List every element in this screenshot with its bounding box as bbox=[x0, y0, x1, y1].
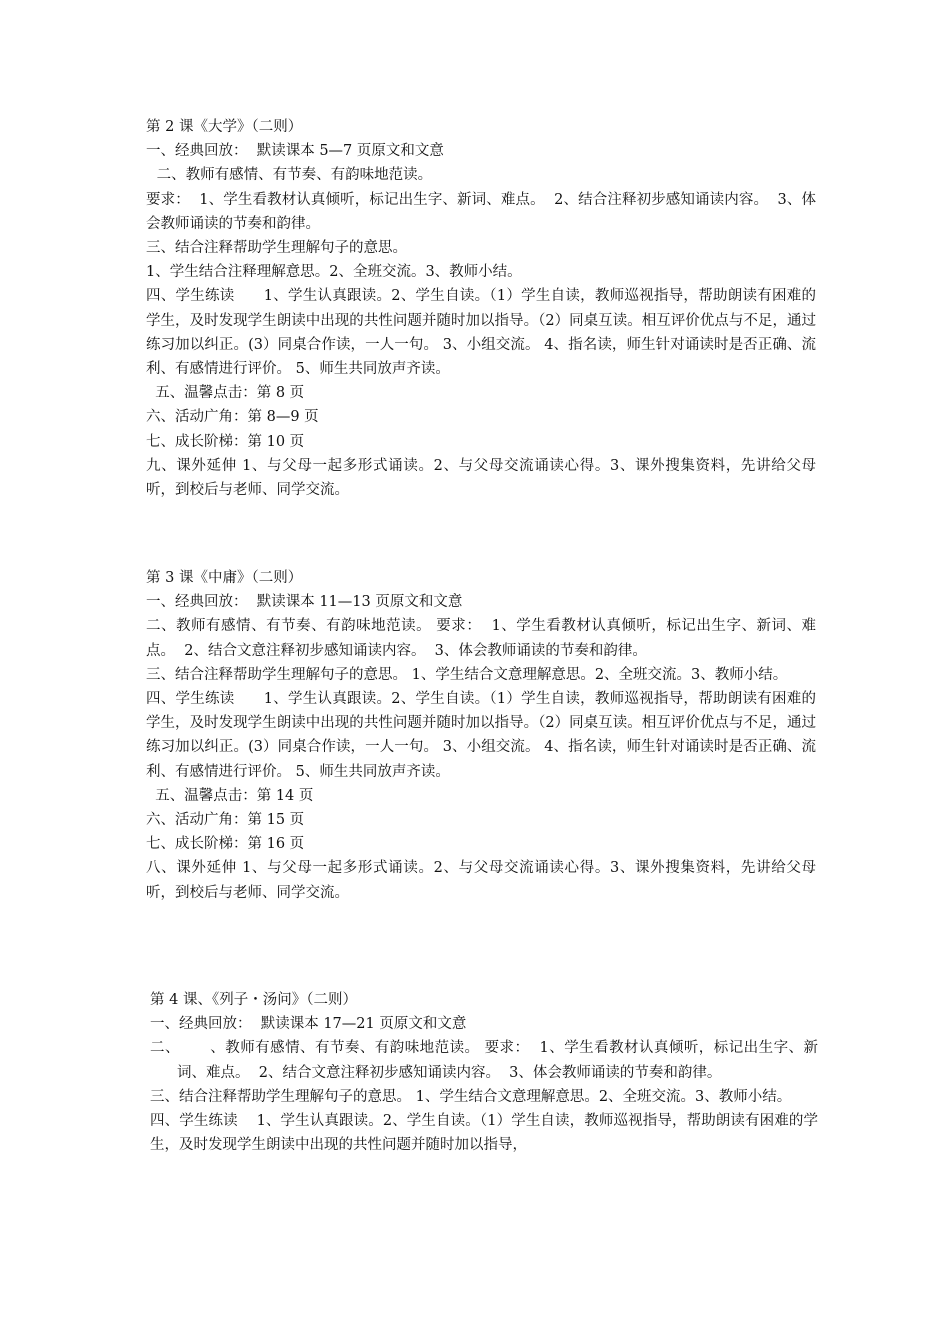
lesson-3-step-3: 三、结合注释帮助学生理解句子的意思。 1、学生结合文意理解意思。2、全班交流。3、教师小结。 bbox=[146, 666, 788, 683]
lesson-3-step-4: 四、学生练读 1、学生认真跟读。2、学生自读。（1）学生自读，教师巡视指导，帮助朗读有困难的学生，及时发现学生朗读中出现的共性问题并随时加以指导。（2）同桌互读。相互评价优点与不足，通过练习加以纠正。(3）同桌合作读，一人一句。 3、小组交流。 4、指名读，师生针对诵读时是否正确、流利、有感情进行评价。 5、师生共同放声齐读。 bbox=[146, 691, 816, 780]
lesson-4-step-4: 四、学生练读 1、学生认真跟读。2、学生自读。（1）学生自读，教师巡视指导，帮助朗读有困难的学生，及时发现学生朗读中出现的共性问题并随时加以指导， bbox=[150, 1113, 818, 1154]
lesson-4-step-2: 二、 、教师有感情、有节奏、有韵味地范读。 要求： 1、学生看教材认真倾听，标记出生字、新词、难点。 2、结合文意注释初步感知诵读内容。 3、体会教师诵读的节奏和韵律。 bbox=[150, 1040, 818, 1081]
lesson-2-section bbox=[146, 115, 816, 502]
lesson-4-title: 第 4 课、《列子・汤问》（二则） bbox=[150, 992, 357, 1008]
lesson-3-step-5: 五、温馨点击：第 14 页 bbox=[146, 787, 314, 804]
lesson-2-step-7: 七、成长阶梯：第 10 页 bbox=[146, 433, 305, 450]
lesson-3-step-7: 七、成长阶梯：第 16 页 bbox=[146, 836, 305, 853]
lesson-2-title: 第 2 课《大学》（二则） bbox=[146, 119, 303, 135]
lesson-2-step-4: 四、学生练读 1、学生认真跟读。2、学生自读。（1）学生自读，教师巡视指导，帮助朗读有困难的学生，及时发现学生朗读中出现的共性问题并随时加以指导。（2）同桌互读。相互评价优点与不足，通过练习加以纠正。(3）同桌合作读，一人一句。 3、小组交流。 4、指名读，师生针对诵读时是否正确、流利、有感情进行评价。 5、师生共同放声齐读。 bbox=[146, 288, 816, 378]
lesson-3-step-2: 二、教师有感情、有节奏、有韵味地范读。 要求： 1、学生看教材认真倾听，标记出生字、新词、难点。 2、结合文意注释初步感知诵读内容。 3、体会教师诵读的节奏和韵律。 bbox=[146, 618, 816, 659]
lesson-3-step-8: 八、课外延伸 1、与父母一起多形式诵读。2、与父母交流诵读心得。3、课外搜集资料，先讲给父母听，到校后与老师、同学交流。 bbox=[146, 860, 816, 901]
lesson-2-step-3: 三、结合注释帮助学生理解句子的意思。 bbox=[146, 240, 407, 257]
lesson-2-step-3-detail: 1、学生结合注释理解意思。2、全班交流。3、教师小结。 bbox=[146, 264, 522, 281]
lesson-3-step-6: 六、活动广角：第 15 页 bbox=[146, 812, 305, 829]
lesson-4-section bbox=[150, 988, 818, 1157]
lesson-2-step-9: 九、课外延伸 1、与父母一起多形式诵读。2、与父母交流诵读心得。3、课外搜集资料，先讲给父母听，到校后与老师、同学交流。 bbox=[146, 457, 816, 499]
lesson-3-title: 第 3 课《中庸》（二则） bbox=[146, 570, 303, 586]
lesson-2-step-1: 一、经典回放： 默读课本 5—7 页原文和文意 bbox=[146, 143, 444, 160]
lesson-4-step-3: 三、结合注释帮助学生理解句子的意思。 1、学生结合文意理解意思。2、全班交流。3、教师小结。 bbox=[150, 1088, 792, 1105]
lesson-4-step-1: 一、经典回放： 默读课本 17—21 页原文和文意 bbox=[150, 1016, 467, 1033]
lesson-3-section bbox=[146, 566, 816, 905]
lesson-2-step-5: 五、温馨点击：第 8 页 bbox=[146, 385, 305, 402]
lesson-2-requirements: 要求： 1、学生看教材认真倾听，标记出生字、新词、难点。 2、结合注释初步感知诵读内容。 3、体会教师诵读的节奏和韵律。 bbox=[146, 191, 816, 232]
lesson-2-step-6: 六、活动广角：第 8—9 页 bbox=[146, 409, 319, 426]
lesson-2-step-2: 二、教师有感情、有节奏、有韵味地范读。 bbox=[152, 167, 433, 184]
lesson-3-step-1: 一、经典回放： 默读课本 11—13 页原文和文意 bbox=[146, 594, 463, 611]
